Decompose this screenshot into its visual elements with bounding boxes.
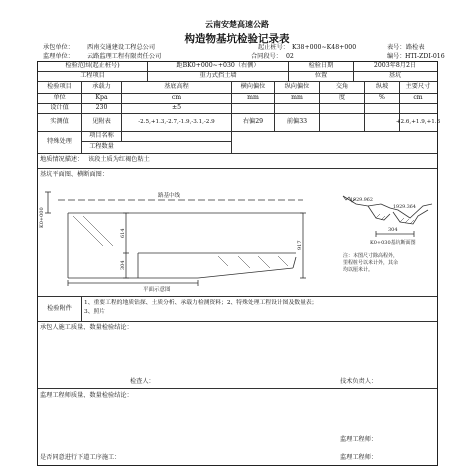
unit-angle: 度 [338, 94, 346, 102]
engineer-2-label: 监理工程师： [340, 454, 378, 461]
header-size: 主要尺寸 [405, 83, 431, 91]
supervisor-value: 云路监理工程有限责任公司 [87, 53, 162, 60]
sketch-label: 基坑平面图、横断面图： [40, 171, 109, 178]
unit-bearing: Kpa [95, 94, 108, 102]
header-elevation: 基底高程 [164, 83, 189, 91]
series-title: 云南安楚高速公路 [205, 19, 269, 29]
measured-label: 实测值 [50, 118, 69, 126]
range-value: 距BK0+000~+030（右侧） [176, 62, 260, 70]
position-label: 位置 [314, 72, 328, 80]
date-value: 2003年8月2日 [373, 62, 417, 70]
items-label: 检验项目 [47, 83, 72, 91]
dim-614-label: 614 [120, 228, 126, 238]
dim-917-label: 917 [297, 240, 303, 250]
special-qty-label: 工程数量 [89, 143, 114, 151]
measured-longitudinal: 前偏33 [286, 118, 308, 126]
engineer-label: 监理工程师： [340, 436, 378, 443]
unit-slope: % [379, 94, 385, 102]
attach-label: 检验附件 [47, 304, 72, 312]
project-value: 重力式挡土墙 [199, 72, 237, 80]
unit-elevation: cm [171, 94, 182, 102]
header-lateral: 横向偏位 [240, 83, 266, 91]
special-item-label: 项目名称 [89, 132, 114, 140]
inspector-label: 检查人： [130, 378, 155, 385]
contractor-conclusion-label: 承包人施工质量、数量检验结论： [40, 324, 133, 331]
contractor-label: 承包单位： [43, 44, 74, 51]
chainage-value: K38+000~K48+000 [292, 44, 357, 51]
plan-caption: 平面示意图 [143, 287, 171, 293]
section-dim-label: 304 [388, 227, 398, 233]
unit-size: cm [413, 94, 423, 102]
design-label: 设计值 [50, 104, 69, 112]
serial-value: HTI-ZDI-016 [405, 53, 445, 60]
contract-label: 合同段号： [251, 53, 282, 60]
date-label: 检验日期 [308, 62, 334, 70]
page-title: 构造物基坑检验记录表 [184, 33, 290, 45]
contractor-value: 西南交通建设工程总公司 [87, 44, 156, 51]
sketch-drawing [38, 180, 436, 295]
supervision-conclusion-label: 监理工程师质量、数量检验结论： [40, 392, 133, 399]
geology-value: 该段土质为红褐色粘土 [88, 156, 150, 163]
table-no-value: 路检表 [406, 44, 425, 51]
header-angle: 交角 [335, 83, 349, 91]
measured-bearing: 见附表 [92, 118, 111, 126]
next-step-label: 是否同意进行下道工序施工： [40, 454, 121, 461]
unit-lateral: mm [247, 94, 259, 102]
chainage-label: 起止桩号： [258, 44, 289, 51]
attach-line-2: 3、照片 [84, 309, 106, 315]
special-label: 特殊处理 [47, 138, 72, 146]
design-elevation: ±5 [171, 104, 182, 112]
attach-line-1: 1、重要工程的地质钻探、土质分析、承载力检测资料；2、特殊处理工程设计图及数量表； [84, 300, 318, 306]
plan-view [45, 192, 306, 286]
header-bearing: 承载力 [92, 83, 111, 91]
project-label: 工程项目 [80, 72, 105, 80]
section-caption: K0+030基坑断面图 [370, 240, 416, 246]
tech-manager-label: 技术负责人： [340, 378, 378, 385]
elev-mid-label: 1929.364 [393, 205, 416, 210]
road-center-label: 路基中线 [158, 193, 181, 199]
header-longitudinal: 纵向偏位 [284, 83, 310, 91]
supervisor-label: 监理单位： [43, 53, 74, 60]
left-dim-label: K0+000 [39, 207, 45, 228]
header-slope: 纵坡 [375, 83, 389, 91]
unit-longitudinal: mm [291, 94, 303, 102]
sketch-note: 注：本图尺寸除高程外，里程桩号以米计外，其余均以厘米计。 [343, 253, 399, 273]
serial-label: 编号： [387, 53, 406, 60]
geology-label: 地质情况描述： [40, 156, 84, 163]
measured-elevation: -2.5,+1.3,-2.7,-1.9,-3.1,-2.9 [138, 119, 215, 125]
elev-top-label: 1929.962 [350, 198, 373, 203]
contract-value: 02 [286, 53, 294, 60]
measured-lateral: 右偏29 [242, 118, 264, 126]
range-label: 检验范围(起止桩号) [65, 62, 120, 70]
table-no-label: 表号： [387, 44, 406, 51]
dim-304-label: 304 [120, 260, 126, 270]
measured-size: +2.6,+1.9,+1.3 [395, 119, 441, 125]
design-bearing: 230 [95, 104, 108, 112]
position-value: 基坑 [388, 72, 402, 80]
unit-label: 单位 [53, 94, 66, 102]
